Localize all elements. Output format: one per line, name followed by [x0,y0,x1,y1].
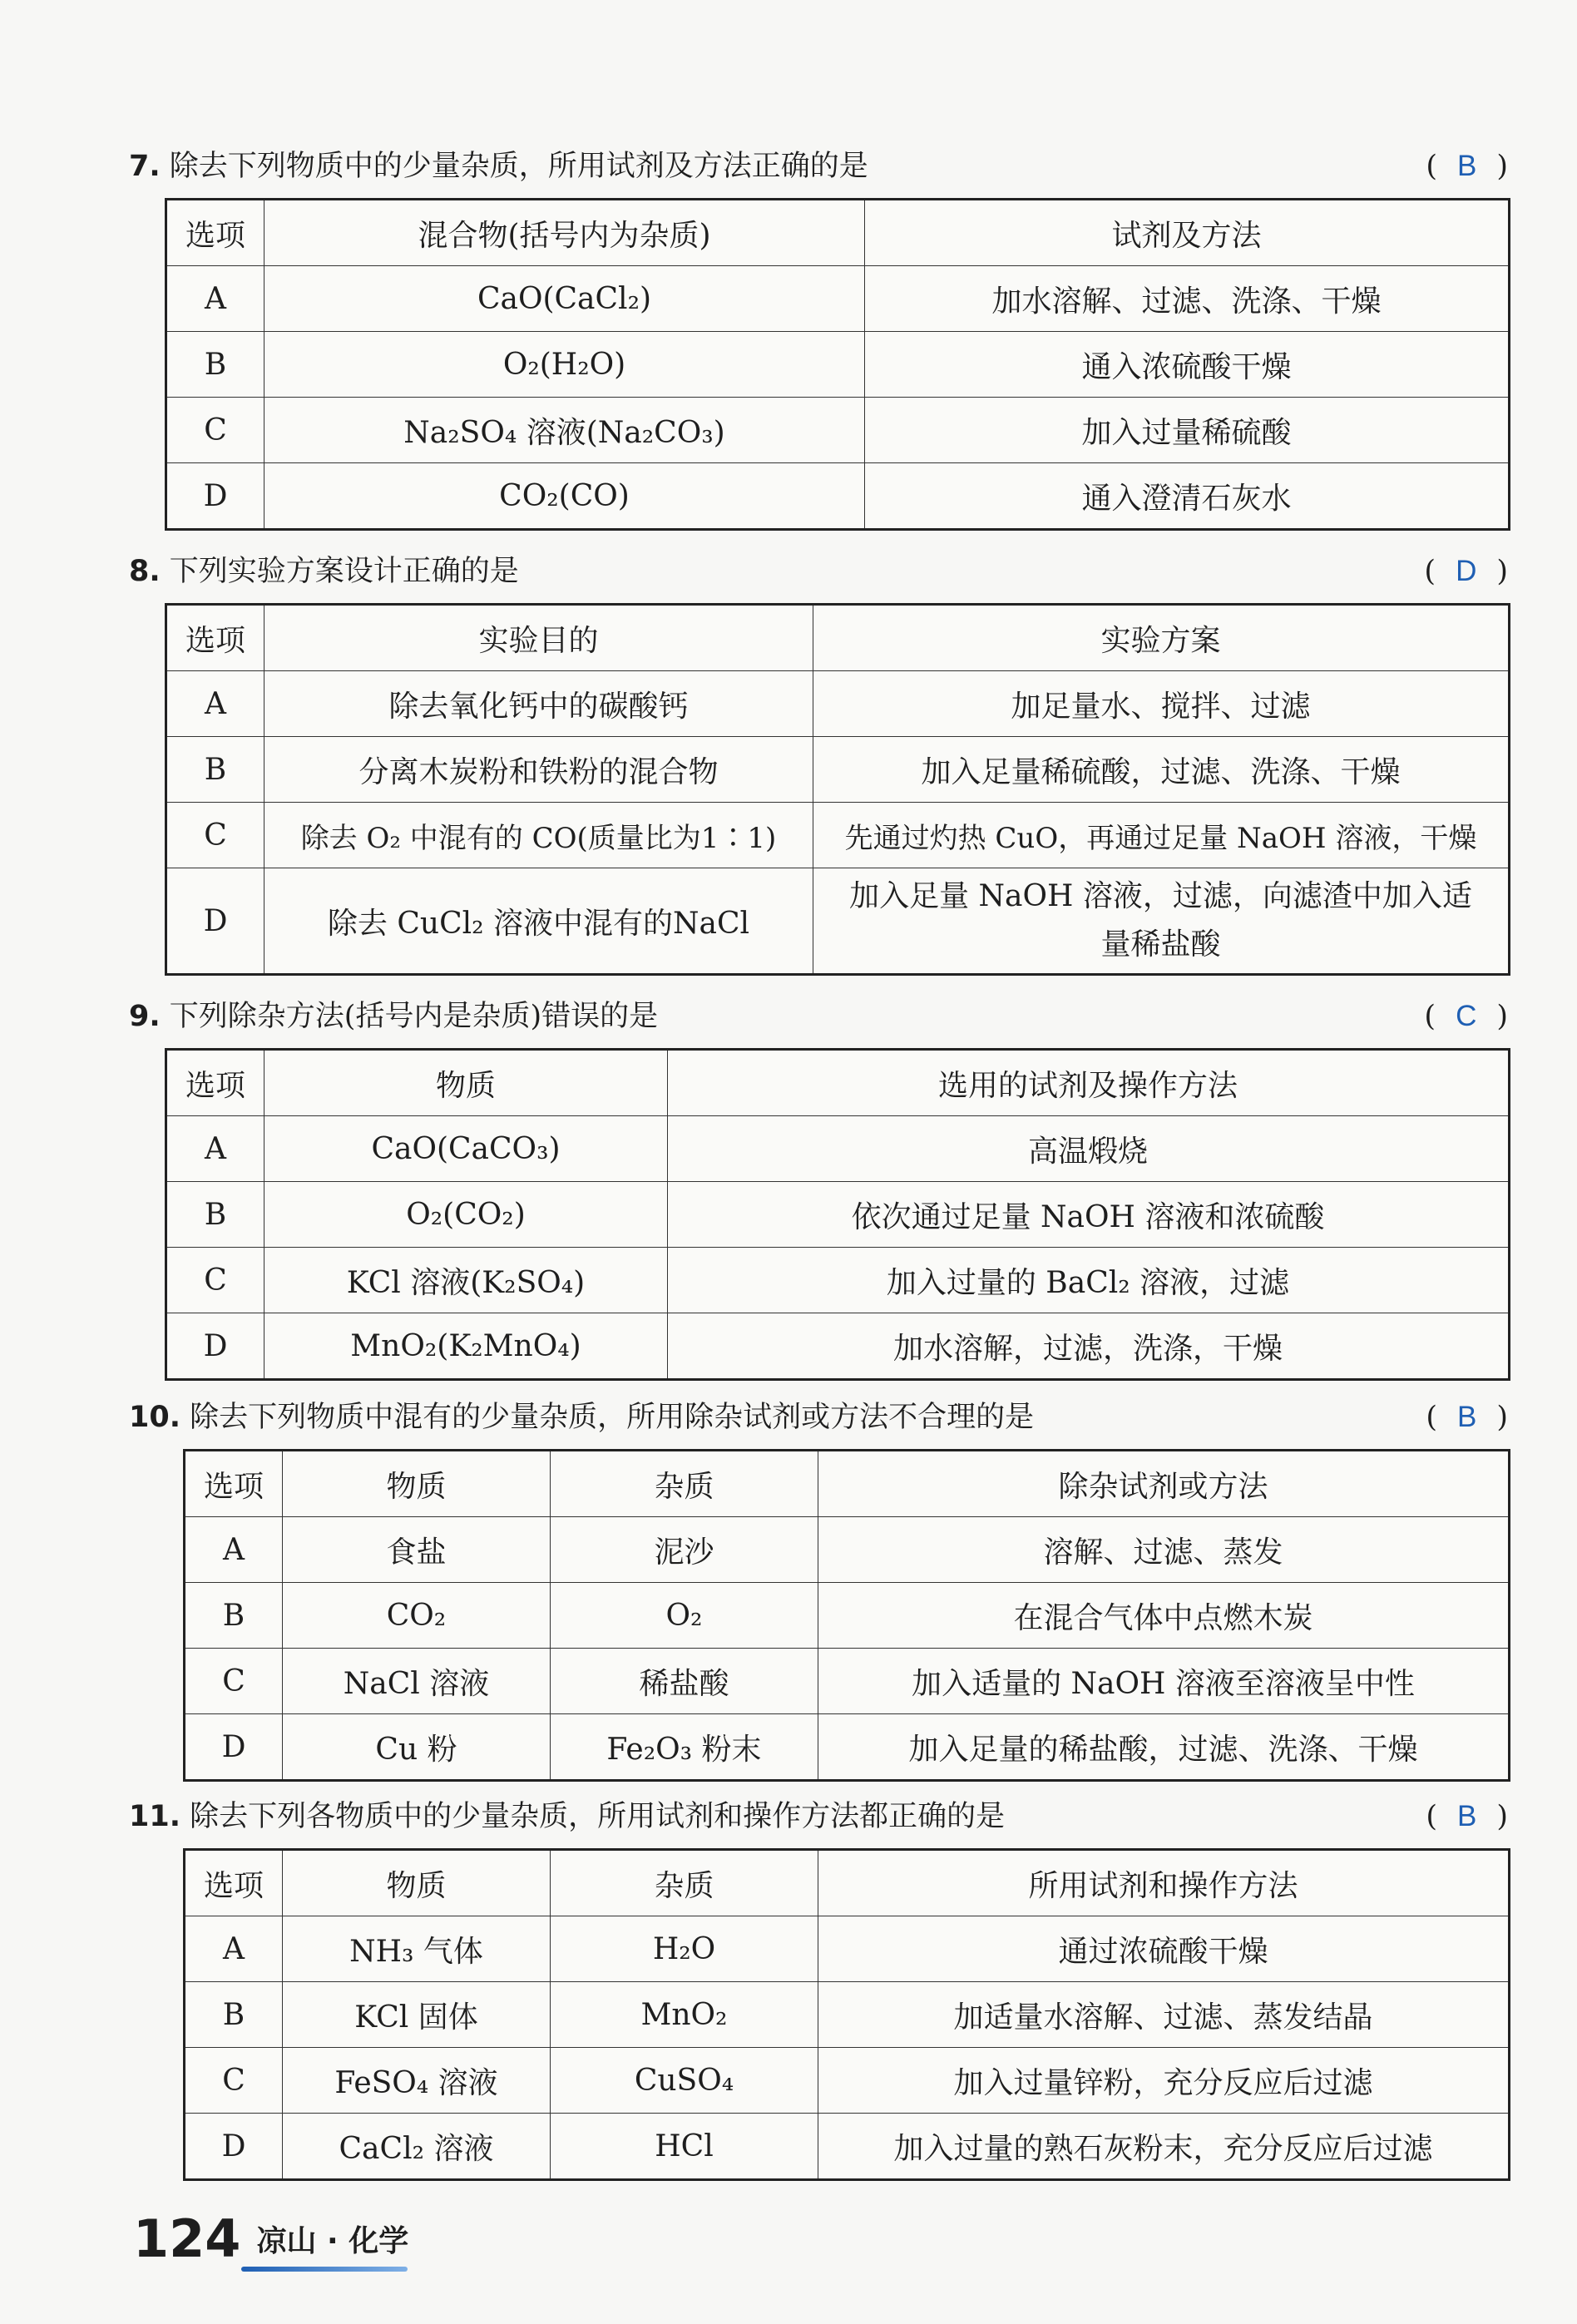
table-row [166,671,1510,737]
table-cell: 依次通过足量 NaOH 溶液和浓硫酸 [668,1182,1510,1248]
header-cell: 试剂及方法 [865,200,1510,266]
option-label: C [166,803,264,868]
option-label: C [185,1649,283,1714]
question-number: 7. [129,150,161,183]
option-label: D [166,1313,264,1380]
question-line [129,545,1510,598]
table-cell: 加入过量的 BaCl₂ 溶液，过滤 [668,1248,1510,1313]
table-row [166,737,1510,803]
table-cell: CaO(CaCO₃) [264,1116,668,1182]
option-label: A [166,671,264,737]
question-text: 下列除杂方法(括号内是杂质)错误的是 [169,1000,659,1033]
answer-bracket: ( B ) [1426,1401,1510,1434]
table-row [166,1116,1510,1182]
table-row [166,1248,1510,1313]
table-cell: 加入过量稀硫酸 [865,398,1510,463]
table-cell: MnO₂(K₂MnO₄) [264,1313,668,1380]
table-cell: 加适量水溶解、过滤、蒸发结晶 [818,1982,1510,2048]
table-cell: 高温煅烧 [668,1116,1510,1182]
table-cell: H₂O [551,1916,818,1982]
question-text: 除去下列物质中的少量杂质，所用试剂及方法正确的是 [169,150,868,183]
table-cell: 加入过量的熟石灰粉末，充分反应后过滤 [818,2114,1510,2180]
header-cell: 实验目的 [264,605,813,671]
option-label: C [166,1248,264,1313]
question-11 [129,1790,1510,2181]
question-line [129,1391,1510,1444]
table-cell: 加水溶解、过滤、洗涤、干燥 [865,266,1510,332]
header-cell: 选项 [166,1050,264,1116]
question-line [129,1790,1510,1843]
table-cell: 先通过灼热 CuO，再通过足量 NaOH 溶液，干燥 [813,803,1510,868]
table-cell: 加足量水、搅拌、过滤 [813,671,1510,737]
table-row [166,1313,1510,1380]
table-cell: 加水溶解，过滤，洗涤，干燥 [668,1313,1510,1380]
option-label: B [166,1182,264,1248]
question-text: 除去下列物质中混有的少量杂质，所用除杂试剂或方法不合理的是 [190,1401,1035,1434]
table-cell: 通过浓硫酸干燥 [818,1916,1510,1982]
header-cell: 物质 [283,1451,551,1517]
table-row [185,1517,1510,1583]
question-text: 下列实验方案设计正确的是 [169,555,519,588]
table-cell: Cu 粉 [283,1714,551,1781]
header-cell: 物质 [264,1050,668,1116]
table-row [185,1714,1510,1781]
question-9 [129,990,1510,1381]
header-cell: 选用的试剂及操作方法 [668,1050,1510,1116]
table-row [185,1583,1510,1649]
table-cell: O₂ [551,1583,818,1649]
table-row [166,1182,1510,1248]
header-cell: 选项 [166,200,264,266]
option-label: D [185,1714,283,1781]
answer-bracket: ( B ) [1426,150,1510,183]
question-number: 9. [129,1000,161,1033]
option-label: D [185,2114,283,2180]
table-row [185,1649,1510,1714]
table-row [166,868,1510,975]
table-row [166,398,1510,463]
table-cell: 除去氧化钙中的碳酸钙 [264,671,813,737]
table-cell: NaCl 溶液 [283,1649,551,1714]
table-cell: 溶解、过滤、蒸发 [818,1517,1510,1583]
question-number: 10. [129,1401,181,1434]
table-row [185,1982,1510,2048]
book-title: 凉山 · 化学 [256,2224,409,2258]
table-cell: CaCl₂ 溶液 [283,2114,551,2180]
answer-bracket: ( D ) [1424,555,1510,588]
option-label: B [166,737,264,803]
question-text: 除去下列各物质中的少量杂质，所用试剂和操作方法都正确的是 [190,1800,1006,1833]
option-label: A [185,1916,283,1982]
table-cell: 除去 O₂ 中混有的 CO(质量比为1∶1) [264,803,813,868]
header-cell: 杂质 [551,1850,818,1916]
table-cell: 分离木炭粉和铁粉的混合物 [264,737,813,803]
table-row [185,2048,1510,2114]
table-cell: 加入过量锌粉，充分反应后过滤 [818,2048,1510,2114]
question-7 [129,140,1510,531]
table-cell: NH₃ 气体 [283,1916,551,1982]
answer-letter: C [1456,1000,1479,1032]
table-cell: MnO₂ [551,1982,818,2048]
table-cell: 食盐 [283,1517,551,1583]
table-cell: O₂(CO₂) [264,1182,668,1248]
options-table [165,603,1510,976]
table-cell: 泥沙 [551,1517,818,1583]
option-label: B [166,332,264,398]
table-cell: Fe₂O₃ 粉末 [551,1714,818,1781]
table-cell: CuSO₄ [551,2048,818,2114]
question-10 [129,1391,1510,1782]
table-row [166,803,1510,868]
table-header-row [185,1451,1510,1517]
header-cell: 物质 [283,1850,551,1916]
option-label: A [166,266,264,332]
options-table [183,1848,1510,2181]
table-cell: 加入足量 NaOH 溶液，过滤，向滤渣中加入适量稀盐酸 [813,868,1510,975]
option-label: D [166,463,264,530]
header-cell: 选项 [185,1451,283,1517]
answer-bracket: ( B ) [1426,1800,1510,1833]
table-header-row [166,1050,1510,1116]
answer-letter: B [1456,1800,1479,1832]
header-cell: 实验方案 [813,605,1510,671]
table-header-row [166,605,1510,671]
answer-letter: B [1456,1401,1479,1433]
option-label: D [166,868,264,975]
table-cell: 加入足量稀硫酸，过滤、洗涤、干燥 [813,737,1510,803]
table-row [185,1916,1510,1982]
table-cell: 通入浓硫酸干燥 [865,332,1510,398]
option-label: B [185,1982,283,2048]
option-label: A [166,1116,264,1182]
question-line [129,990,1510,1043]
header-cell: 所用试剂和操作方法 [818,1850,1510,1916]
table-cell: 加入适量的 NaOH 溶液至溶液呈中性 [818,1649,1510,1714]
question-number: 11. [129,1800,181,1833]
question-number: 8. [129,555,161,588]
option-label: A [185,1517,283,1583]
table-cell: O₂(H₂O) [264,332,865,398]
table-row [166,463,1510,530]
table-row [185,2114,1510,2180]
answer-bracket: ( C ) [1424,1000,1510,1033]
table-cell: FeSO₄ 溶液 [283,2048,551,2114]
table-cell: CO₂ [283,1583,551,1649]
table-cell: 通入澄清石灰水 [865,463,1510,530]
header-cell: 除杂试剂或方法 [818,1451,1510,1517]
header-cell: 选项 [185,1850,283,1916]
header-cell: 杂质 [551,1451,818,1517]
answer-letter: B [1456,150,1479,182]
table-cell: KCl 固体 [283,1982,551,2048]
answer-letter: D [1456,555,1479,587]
table-cell: HCl [551,2114,818,2180]
table-row [166,332,1510,398]
table-cell: 在混合气体中点燃木炭 [818,1583,1510,1649]
table-header-row [166,200,1510,266]
question-line [129,140,1510,193]
option-label: B [185,1583,283,1649]
title-underline [241,2267,408,2272]
table-cell: CO₂(CO) [264,463,865,530]
page-footer [133,2208,408,2269]
options-table [165,1048,1510,1381]
table-cell: 加入足量的稀盐酸，过滤、洗涤、干燥 [818,1714,1510,1781]
options-table [183,1449,1510,1782]
header-cell: 选项 [166,605,264,671]
table-cell: 除去 CuCl₂ 溶液中混有的NaCl [264,868,813,975]
table-cell: 稀盐酸 [551,1649,818,1714]
table-row [166,266,1510,332]
page-number: 124 [133,2208,241,2269]
option-label: C [185,2048,283,2114]
table-header-row [185,1850,1510,1916]
option-label: C [166,398,264,463]
question-8 [129,545,1510,976]
table-cell: KCl 溶液(K₂SO₄) [264,1248,668,1313]
table-cell: Na₂SO₄ 溶液(Na₂CO₃) [264,398,865,463]
options-table [165,198,1510,531]
header-cell: 混合物(括号内为杂质) [264,200,865,266]
table-cell: CaO(CaCl₂) [264,266,865,332]
